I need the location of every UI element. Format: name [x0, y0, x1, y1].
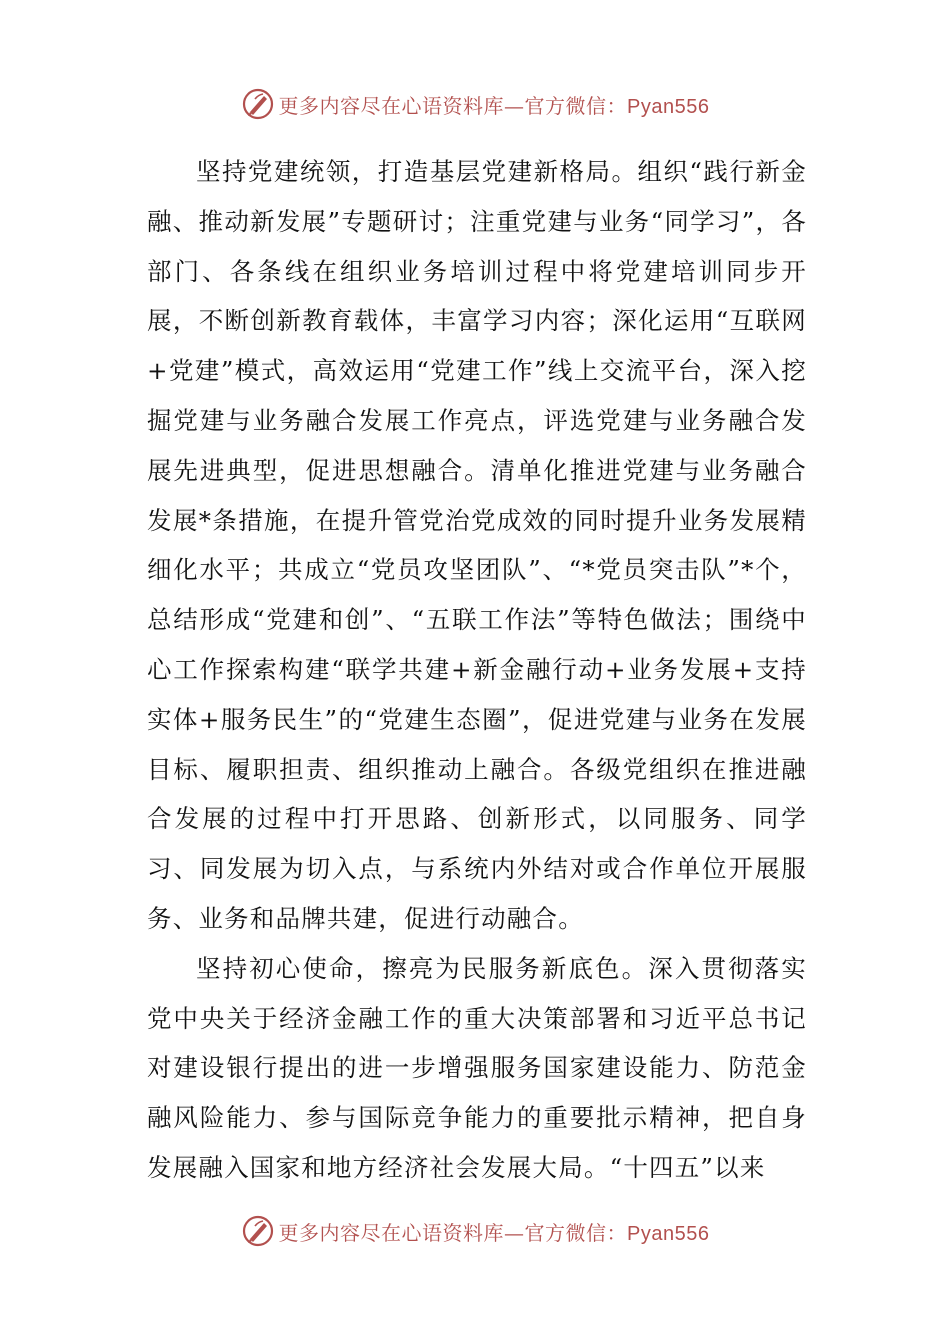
paragraph: 坚持初心使命，擦亮为民服务新底色。深入贯彻落实党中央关于经济金融工作的重大决策部署和习近平总书记对建设银行提出的进一步增强服务国家建设能力、防范金融风险能力、参与国际竞争能力的重要批示精神，把自身发展融入国家和地方经济社会发展大局。“十四五”以来: [147, 953, 807, 1182]
pen-logo-icon: [241, 87, 275, 121]
header-banner-label: 更多内容尽在心语资料库—官方微信：: [278, 93, 628, 118]
footer-wechat-id: Pyan556: [627, 1222, 710, 1245]
footer-banner-label: 更多内容尽在心语资料库—官方微信：: [278, 1220, 628, 1245]
paragraph: 坚持党建统领，打造基层党建新格局。组织“践行新金融、推动新发展”专题研讨；注重党建与业务“同学习”，各部门、各条线在组织业务培训过程中将党建培训同步开展，不断创新教育载体，丰富学习内容；深化运用“互联网+党建”模式，高效运用“党建工作”线上交流平台，深入挖掘党建与业务融合发展工作亮点，评选党建与业务融合发展先进典型，促进思想融合。清单化推进党建与业务融合发展*条措施，在提升管党治党成效的同时提升业务发展精细化水平；共成立“党员攻坚团队”、“*党员突击队”*个，总结形成“党建和创”、“五联工作法”等特色做法；围绕中心工作探索构建“联学共建+新金融行动+业务发展+支持实体+服务民生”的“党建生态圈”，促进党建与业务在发展目标、履职担责、组织推动上融合。各级党组织在推进融合发展的过程中打开思路、创新形式，以同服务、同学习、同发展为切入点，与系统内外结对或合作单位开展服务、业务和品牌共建，促进行动融合。: [147, 157, 807, 933]
footer-banner: [0, 1211, 950, 1251]
document-body: [147, 147, 807, 1193]
footer-banner-text: [279, 1217, 710, 1246]
pen-logo-icon: [241, 1214, 275, 1248]
header-banner-text: [279, 90, 710, 119]
header-wechat-id: Pyan556: [627, 95, 710, 118]
header-banner: [0, 84, 950, 124]
